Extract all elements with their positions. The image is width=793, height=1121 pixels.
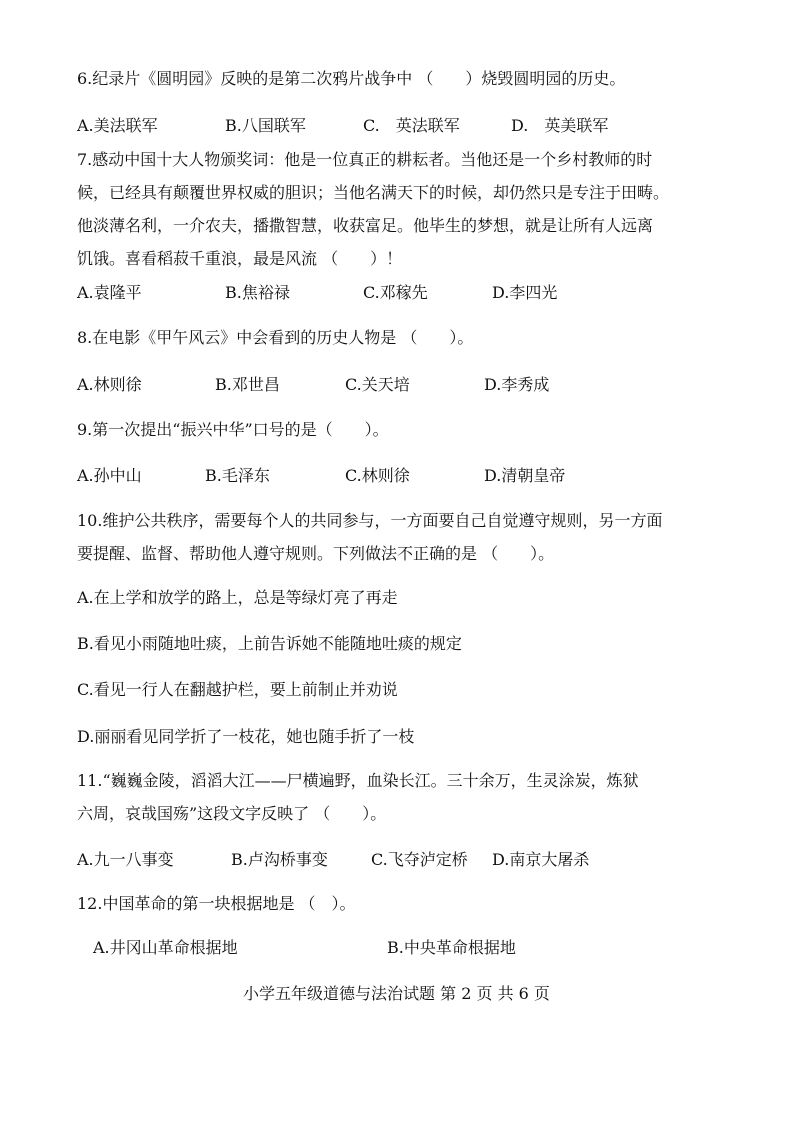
question-7-option-a: A.袁隆平 bbox=[77, 283, 142, 302]
question-11-stem-line-2: 六周，哀哉国殇”这段文字反映了 （ ）。 bbox=[77, 804, 387, 823]
question-9-option-c: C.林则徐 bbox=[345, 466, 410, 485]
question-10-option-b: B.看见小雨随地吐痰，上前告诉她不能随地吐痰的规定 bbox=[77, 634, 462, 653]
question-10-option-c: C.看见一行人在翻越护栏，要上前制止并劝说 bbox=[77, 680, 398, 699]
question-10-stem-line-1: 10.维护公共秩序，需要每个人的共同参与，一方面要自己自觉遵守规则，另一方面 bbox=[77, 511, 663, 530]
question-9-option-d: D.清朝皇帝 bbox=[484, 466, 566, 485]
question-7-stem-line-2: 候，已经具有颠覆世界权威的胆识；当他名满天下的时候，却仍然只是专注于田畴。 bbox=[77, 183, 670, 202]
question-7-option-d: D.李四光 bbox=[492, 283, 558, 302]
question-10-option-d: D.丽丽看见同学折了一枝花，她也随手折了一枝 bbox=[77, 727, 415, 746]
question-6-stem: 6.纪录片《圆明园》反映的是第二次鸦片战争中 （ ）烧毁圆明园的历史。 bbox=[77, 69, 626, 88]
question-6-option-c: C. 英法联军 bbox=[363, 116, 460, 135]
question-7-option-b: B.焦裕禄 bbox=[225, 283, 290, 302]
question-11-option-c: C.飞夺泸定桥 bbox=[371, 850, 468, 869]
question-8-option-b: B.邓世昌 bbox=[215, 375, 280, 394]
question-6-option-d: D. 英美联军 bbox=[511, 116, 609, 135]
question-8-option-a: A.林则徐 bbox=[77, 375, 142, 394]
question-12-option-b: B.中央革命根据地 bbox=[387, 938, 516, 957]
question-8-option-c: C.关天培 bbox=[345, 375, 410, 394]
question-7-option-c: C.邓稼先 bbox=[363, 283, 428, 302]
question-8-stem: 8.在电影《甲午风云》中会看到的历史人物是 （ ）。 bbox=[77, 328, 474, 347]
question-9-option-b: B.毛泽东 bbox=[205, 466, 270, 485]
question-7-stem-line-1: 7.感动中国十大人物颁奖词：他是一位真正的耕耘者。当他还是一个乡村教师的时 bbox=[77, 150, 653, 169]
question-10-option-a: A.在上学和放学的路上，总是等绿灯亮了再走 bbox=[77, 588, 398, 607]
question-9-stem: 9.第一次提出“振兴中华”口号的是（ ）。 bbox=[77, 420, 389, 439]
question-11-option-d: D.南京大屠杀 bbox=[492, 850, 590, 869]
question-6-option-b: B.八国联军 bbox=[225, 116, 306, 135]
question-11-stem-line-1: 11.“巍巍金陵，滔滔大江——尸横遍野，血染长江。三十余万，生灵涂炭，炼狱 bbox=[77, 771, 639, 790]
question-11-option-a: A.九一八事变 bbox=[77, 850, 174, 869]
page-footer: 小学五年级道德与法治试题 第 2 页 共 6 页 bbox=[243, 984, 550, 1003]
question-9-option-a: A.孙中山 bbox=[77, 466, 142, 485]
question-11-option-b: B.卢沟桥事变 bbox=[231, 850, 328, 869]
question-7-stem-line-4: 饥饿。喜看稻菽千重浪，最是风流 （ ）！ bbox=[77, 249, 403, 268]
question-7-stem-line-3: 他淡薄名利，一介农夫，播撒智慧，收获富足。他毕生的梦想，就是让所有人远离 bbox=[77, 216, 654, 235]
question-8-option-d: D.李秀成 bbox=[484, 375, 550, 394]
question-12-stem: 12.中国革命的第一块根据地是 （ ）。 bbox=[77, 894, 356, 913]
question-6-option-a: A.美法联军 bbox=[77, 116, 158, 135]
question-12-option-a: A.井冈山革命根据地 bbox=[93, 938, 238, 957]
question-10-stem-line-2: 要提醒、监督、帮助他人遵守规则。下列做法不正确的是 （ ）。 bbox=[77, 544, 555, 563]
